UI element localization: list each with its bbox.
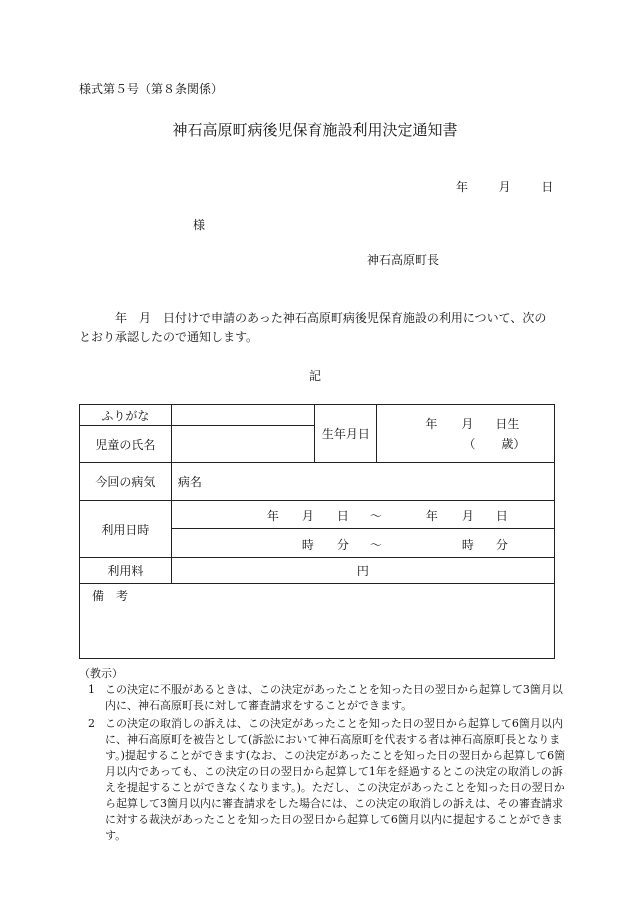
issue-date (456, 178, 553, 195)
usage-from-year: 年 (266, 509, 279, 523)
remarks-field (80, 584, 555, 659)
age-open: （ (463, 437, 476, 451)
furigana-label: ふりがな (80, 405, 172, 426)
usage-to-hour: 時 (461, 538, 474, 552)
usage-to-year: 年 (425, 509, 438, 523)
issue-date-day: 日 (541, 180, 554, 194)
notice-text: 日付けで申請のあった神石高原町病後児保育施設の利用について、次のとおり承認したので通知します。 (79, 311, 547, 344)
note-number: 1 (88, 683, 95, 696)
dob-month: 月 (461, 417, 474, 431)
usage-from-day: 日 (336, 509, 349, 523)
usage-date-separator: ～ (369, 509, 382, 523)
dob-label: 生年月日 (315, 405, 377, 463)
usage-to-minute: 分 (495, 538, 508, 552)
age-close: 歳） (501, 437, 526, 451)
fee-field (171, 558, 554, 584)
fee-unit: 円 (356, 564, 369, 578)
notice-month: 月 (139, 311, 152, 325)
addressee-suffix: 様 (193, 218, 206, 232)
notes-heading: （教示） (79, 667, 123, 680)
dob-year: 年 (425, 417, 438, 431)
illness-label: 今回の病気 (80, 463, 172, 501)
note-number: 2 (88, 717, 95, 730)
usage-from-hour: 時 (301, 538, 314, 552)
notice-body (79, 309, 555, 347)
dob-field (377, 405, 555, 463)
usage-to-day: 日 (495, 509, 508, 523)
dob-day-suffix: 日生 (495, 417, 520, 431)
note-text: この決定の取消しの訴えは、この決定があったことを知った日の翌日から起算して6箇月以内に、神石高原町を被告として(訴訟において神石高原町を代表する者は神石高原町長となります。)提起することができます(なお、この決定があったことを知った日の翌日から起算して6箇月以内であっても、この決定の日の翌日から起算して1年を経過するとこの決定の取消しの訴えを提起することができなくなります。)。ただし、この決定があったことを知った日の翌日から起算して3箇月以内に審査請求をした場合には、この決定の取消しの訴えは、その審査請求に対する裁決があったことを知った日の翌日から起算して6箇月以内に提起することができます。 (105, 717, 566, 842)
usage-from-minute: 分 (336, 538, 349, 552)
usage-from-month: 月 (301, 509, 314, 523)
usage-details-table (79, 404, 555, 659)
child-name-label: 児童の氏名 (80, 426, 172, 463)
note-text: この決定に不服があるときは、この決定があったことを知った日の翌日から起算して3箇月以内に、神石高原町長に対して審査請求をすることができます。 (105, 683, 563, 712)
issue-date-year: 年 (456, 180, 469, 194)
illness-prefix: 病名 (177, 475, 202, 489)
usage-to-month: 月 (461, 509, 474, 523)
usage-date-row (171, 501, 554, 529)
furigana-field (171, 405, 315, 426)
usage-time-row (171, 529, 554, 558)
remarks-label: 備 考 (92, 589, 129, 603)
child-name-field (171, 426, 315, 463)
fee-label: 利用料 (80, 558, 172, 584)
notice-year: 年 (115, 311, 128, 325)
issuer-name: 神石高原町長 (367, 253, 440, 267)
usage-label: 利用日時 (80, 501, 172, 558)
issue-date-month: 月 (498, 180, 511, 194)
document-title: 神石高原町病後児保育施設利用決定通知書 (172, 121, 458, 139)
ki-heading: 記 (308, 369, 321, 383)
form-number: 様式第５号（第８条関係） (79, 82, 224, 96)
illness-field (171, 463, 554, 501)
usage-time-separator: ～ (369, 538, 382, 552)
